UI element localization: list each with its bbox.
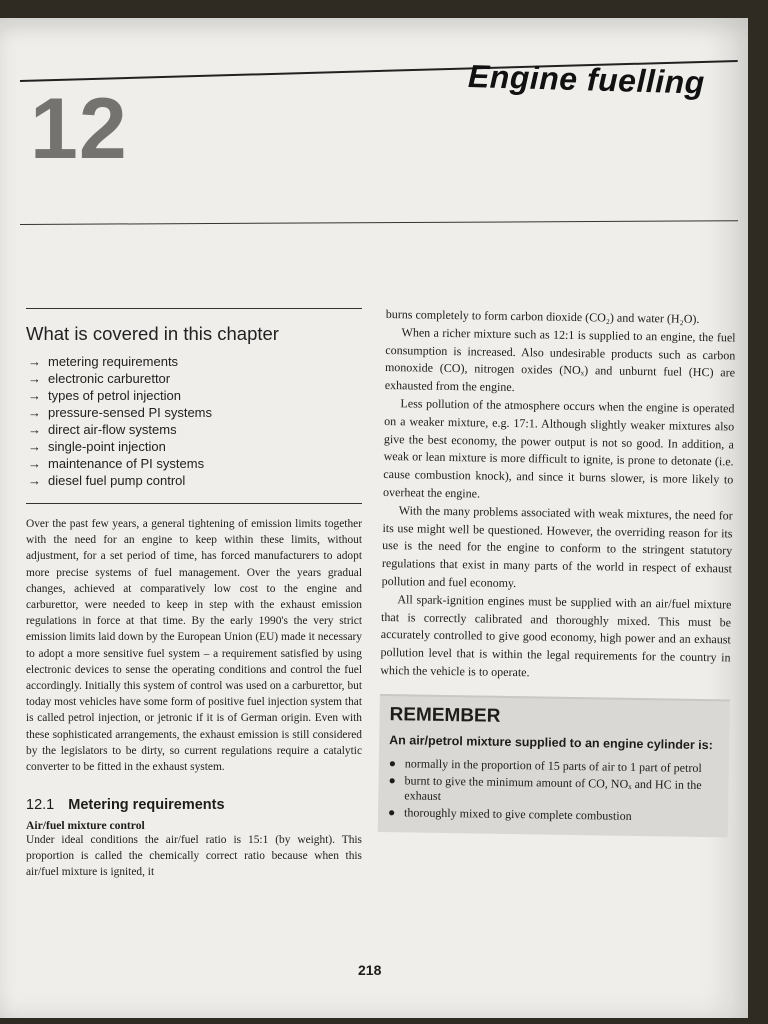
- book-page: [0, 18, 748, 1018]
- dash-icon: →: [28, 439, 41, 454]
- body-paragraph: burns completely to form carbon dioxide (CO₂) and water (H₂O).: [385, 306, 700, 326]
- remember-lead: An air/petrol mixture supplied to an engine cylinder is:: [389, 732, 713, 752]
- right-column: [378, 306, 736, 837]
- covered-item: → electronic carburettor: [28, 371, 171, 386]
- dash-icon: →: [28, 422, 41, 437]
- covered-list: [26, 353, 362, 489]
- bullet-icon: ●: [387, 804, 396, 819]
- subsection-heading: Air/fuel mixture control: [26, 819, 145, 833]
- header-divider: [20, 220, 738, 225]
- dash-icon: →: [28, 388, 41, 403]
- covered-item: → types of petrol injection: [28, 388, 181, 403]
- remember-item: ● burnt to give the minimum amount of CO, NOₓ and HC in the exhaust: [388, 772, 702, 803]
- dash-icon: →: [28, 371, 41, 386]
- dash-icon: →: [28, 405, 41, 420]
- section-heading: [26, 797, 362, 813]
- covered-item: → single-point injection: [28, 439, 166, 454]
- body-paragraph: With the many problems associated with weak mixtures, the need for its use might well be questioned. However, the overriding reason for its use is the need for the engine to conform to the stringent statutory regulations that exist in many parts of the world in respect of exhaust pollution and fuel economy.: [381, 502, 733, 591]
- covered-bottom-rule: [26, 503, 362, 504]
- left-column: [26, 308, 362, 880]
- bullet-icon: ●: [388, 772, 396, 787]
- dash-icon: →: [28, 473, 41, 488]
- remember-list: [388, 756, 719, 825]
- body-paragraph: When a richer mixture such as 12:1 is supplied to an engine, the fuel consumption is increased. Also undesirable products such as carbon monoxide (CO), nitrogen oxides (NOₓ) and unburnt fuel (HC) are exhausted from the engine.: [384, 325, 736, 395]
- page-number: 218: [358, 962, 382, 978]
- section-text: Under ideal conditions the air/fuel ratio is 15:1 (by weight). This proportion is called the chemically correct ratio because when this air/fuel mixture is ignited, it: [26, 834, 362, 879]
- remember-item: ● normally in the proportion of 15 parts of air to 1 part of petrol: [388, 755, 702, 775]
- remember-item: ● thoroughly mixed to give complete combustion: [387, 804, 632, 823]
- dash-icon: →: [28, 354, 41, 369]
- dash-icon: →: [28, 456, 41, 471]
- remember-box: [378, 694, 730, 837]
- covered-item: → pressure-sensed PI systems: [28, 405, 213, 420]
- covered-item: → direct air-flow systems: [28, 422, 177, 437]
- remember-title: REMEMBER: [389, 703, 501, 727]
- chapter-title: Engine fuelling: [467, 58, 706, 101]
- section-title: Metering requirements: [68, 797, 225, 814]
- bullet-icon: ●: [388, 755, 397, 770]
- covered-item: → metering requirements: [28, 354, 179, 369]
- covered-top-rule: [26, 308, 362, 309]
- covered-item: → maintenance of PI systems: [28, 456, 205, 471]
- body-paragraph: All spark-ignition engines must be supplied with an air/fuel mixture that is correctly calibrated and thoroughly mixed. This must be accurately controlled to give good economy, high power and an exhaust pollution level that is within the legal requirements for the country in which the vehicle is to operate.: [380, 591, 732, 680]
- section-number: 12.1: [26, 797, 55, 814]
- covered-title: What is covered in this chapter: [26, 323, 279, 344]
- body-paragraph: Less pollution of the atmosphere occurs when the engine is operated on a weaker mixture, e.g. 17:1. Although slightly weaker mixtures also give the best economy, the power output is not so good. In addition, a weak or lean mixture is more difficult to ignite, is prone to detonate (i.e. cause combustion knock), and since it burns slower, is more likely to overheat the engine.: [382, 396, 735, 501]
- intro-paragraph: Over the past few years, a general tightening of emission limits together with the need for an engine to keep within these limits, without adjustment, for a set period of time, has forced manufacturers to adopt more precise systems of fuel management. Over the years gradual changes, achieved at comparatively low cost to the engine and carburettor, were needed to keep in step with the exhaust emission regulations in force at that time. By the early 1990's the very strict emission limits laid down by the European Union (EU) made it necessary to adopt a more sensitive fuel system – a requirement satisfied by using electronic devices to sense the operating conditions and control the fuel accordingly. Initially this system of control was used on a carburettor, but today most vehicles have some form of positive fuel injection system that is called petrol injection, or jetronic if it is of German origin. Even with these sophisticated arrangements, the exhaust emission is still considered by the legislators to be dirty, so current regulations require a catalytic converter to be fitted in the exhaust system.: [26, 518, 362, 774]
- covered-item: → diesel fuel pump control: [28, 473, 186, 488]
- chapter-number: 12: [30, 81, 128, 177]
